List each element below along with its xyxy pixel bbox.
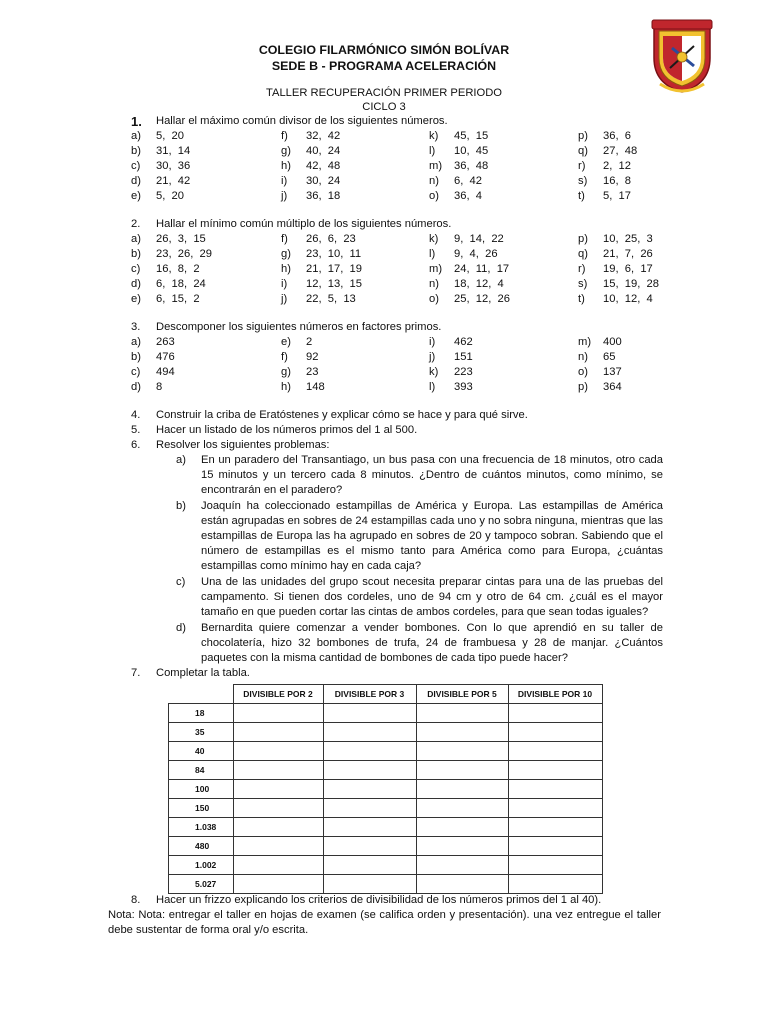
workshop-title: TALLER RECUPERACIÓN PRIMER PERIODO bbox=[265, 87, 502, 99]
option-label: p) bbox=[578, 381, 588, 393]
column-header: DIVISIBLE POR 10 bbox=[508, 685, 602, 704]
option-label: b) bbox=[131, 248, 141, 260]
option-value: 9, 4, 26 bbox=[454, 248, 498, 260]
option-value: 40, 24 bbox=[306, 145, 341, 157]
question-2-grid bbox=[131, 232, 661, 307]
option-label: m) bbox=[429, 160, 443, 172]
option-label: i) bbox=[429, 336, 436, 348]
option-label: e) bbox=[131, 293, 141, 305]
option-value: 263 bbox=[156, 336, 175, 348]
question-5-title bbox=[131, 423, 661, 438]
option-row bbox=[131, 189, 661, 204]
answer-cell[interactable] bbox=[416, 799, 508, 818]
question-number: 5. bbox=[131, 424, 141, 436]
option-value: 42, 48 bbox=[306, 160, 341, 172]
option-value: 10, 45 bbox=[454, 145, 489, 157]
option-value: 36, 6 bbox=[603, 130, 631, 142]
option-label: m) bbox=[429, 263, 443, 275]
question-text: Hallar el máximo común divisor de los siguientes números. bbox=[156, 115, 448, 127]
answer-cell[interactable] bbox=[323, 875, 416, 894]
table-row bbox=[169, 875, 603, 894]
option-value: 476 bbox=[156, 351, 175, 363]
option-label: f) bbox=[281, 351, 288, 363]
option-value: 12, 13, 15 bbox=[306, 278, 362, 290]
answer-cell[interactable] bbox=[508, 875, 602, 894]
answer-cell[interactable] bbox=[233, 704, 323, 723]
option-label: b) bbox=[131, 145, 141, 157]
table-row bbox=[169, 837, 603, 856]
option-value: 2 bbox=[306, 336, 313, 348]
problem-label: c) bbox=[176, 576, 186, 588]
option-label: n) bbox=[578, 351, 588, 363]
option-row bbox=[131, 292, 661, 307]
answer-cell[interactable] bbox=[416, 856, 508, 875]
option-label: j) bbox=[429, 351, 436, 363]
answer-cell[interactable] bbox=[508, 837, 602, 856]
answer-cell[interactable] bbox=[416, 761, 508, 780]
option-label: f) bbox=[281, 233, 288, 245]
answer-cell[interactable] bbox=[508, 723, 602, 742]
problem-item bbox=[176, 621, 663, 666]
option-label: k) bbox=[429, 366, 439, 378]
option-value: 6, 15, 2 bbox=[156, 293, 200, 305]
option-value: 26, 3, 15 bbox=[156, 233, 206, 245]
option-label: c) bbox=[131, 263, 141, 275]
divisibility-table-wrapper bbox=[168, 684, 603, 894]
answer-cell[interactable] bbox=[233, 818, 323, 837]
answer-cell[interactable] bbox=[508, 799, 602, 818]
option-value: 10, 25, 3 bbox=[603, 233, 653, 245]
question-number: 8. bbox=[131, 894, 141, 906]
option-label: i) bbox=[281, 278, 288, 290]
column-header: DIVISIBLE POR 2 bbox=[233, 685, 323, 704]
delivery-note: Nota: Nota: entregar el taller en hojas de examen (se califica orden y presentación). una vez entregue el taller debe sustentar de forma oral y/o escrita. bbox=[108, 909, 661, 936]
question-text: Completar la tabla. bbox=[156, 667, 250, 679]
option-label: o) bbox=[429, 293, 439, 305]
option-label: i) bbox=[281, 175, 288, 187]
option-label: q) bbox=[578, 248, 588, 260]
table-row bbox=[169, 856, 603, 875]
option-label: r) bbox=[578, 263, 586, 275]
problem-text: Una de las unidades del grupo scout necesita preparar cintas para una de las pruebas del campamento. Si tienen dos cordeles, uno de 94 cm y otro de 64 cm. ¿cuál es el mayor tamaño en que pueden cortar las cintas de ambos cordeles, para que sean todas iguales? bbox=[201, 576, 663, 618]
question-text: Descomponer los siguientes números en factores primos. bbox=[156, 321, 442, 333]
answer-cell[interactable] bbox=[233, 837, 323, 856]
answer-cell[interactable] bbox=[323, 818, 416, 837]
option-value: 32, 42 bbox=[306, 130, 341, 142]
question-number: 1. bbox=[131, 114, 142, 129]
question-number: 2. bbox=[131, 218, 141, 230]
answer-cell[interactable] bbox=[508, 818, 602, 837]
option-value: 2, 12 bbox=[603, 160, 631, 172]
answer-cell[interactable] bbox=[508, 704, 602, 723]
option-value: 30, 36 bbox=[156, 160, 191, 172]
answer-cell[interactable] bbox=[233, 723, 323, 742]
option-label: m) bbox=[578, 336, 592, 348]
option-label: l) bbox=[429, 248, 436, 260]
option-value: 5, 17 bbox=[603, 190, 631, 202]
question-text: Hacer un frizzo explicando los criterios de divisibilidad de los números primos del 1 al 40). bbox=[156, 894, 602, 906]
problem-label: a) bbox=[176, 454, 186, 466]
question-8 bbox=[131, 893, 661, 908]
option-value: 24, 11, 17 bbox=[454, 263, 510, 275]
answer-cell[interactable] bbox=[323, 856, 416, 875]
cycle-label: CICLO 3 bbox=[362, 101, 406, 113]
option-value: 15, 19, 28 bbox=[603, 278, 659, 290]
answer-cell[interactable] bbox=[323, 704, 416, 723]
option-value: 65 bbox=[603, 351, 616, 363]
question-number: 7. bbox=[131, 667, 141, 679]
option-value: 16, 8, 2 bbox=[156, 263, 200, 275]
problem-item bbox=[176, 453, 663, 498]
option-label: o) bbox=[578, 366, 588, 378]
row-number: 100 bbox=[169, 780, 234, 799]
answer-cell[interactable] bbox=[233, 761, 323, 780]
answer-cell[interactable] bbox=[416, 723, 508, 742]
option-value: 19, 6, 17 bbox=[603, 263, 653, 275]
divisibility-table bbox=[168, 684, 603, 894]
table-row bbox=[169, 761, 603, 780]
answer-cell[interactable] bbox=[416, 837, 508, 856]
answer-cell[interactable] bbox=[323, 799, 416, 818]
option-label: d) bbox=[131, 381, 141, 393]
option-row bbox=[131, 277, 661, 292]
school-name: COLEGIO FILARMÓNICO SIMÓN BOLÍVAR bbox=[258, 43, 510, 57]
option-value: 393 bbox=[454, 381, 473, 393]
option-label: h) bbox=[281, 263, 291, 275]
option-row bbox=[131, 232, 661, 247]
answer-cell[interactable] bbox=[233, 742, 323, 761]
option-value: 494 bbox=[156, 366, 175, 378]
question-1-title bbox=[131, 114, 661, 129]
table-row bbox=[169, 742, 603, 761]
option-value: 462 bbox=[454, 336, 473, 348]
question-text: Resolver los siguientes problemas: bbox=[156, 439, 330, 451]
answer-cell[interactable] bbox=[233, 875, 323, 894]
answer-cell[interactable] bbox=[416, 875, 508, 894]
option-value: 21, 17, 19 bbox=[306, 263, 362, 275]
answer-cell[interactable] bbox=[233, 780, 323, 799]
table-body bbox=[169, 704, 603, 894]
option-label: l) bbox=[429, 145, 436, 157]
problem-label: b) bbox=[176, 500, 186, 512]
problem-item bbox=[176, 499, 663, 574]
option-value: 16, 8 bbox=[603, 175, 631, 187]
option-row bbox=[131, 129, 661, 144]
column-header: DIVISIBLE POR 5 bbox=[416, 685, 508, 704]
questions-section bbox=[131, 114, 661, 681]
option-row bbox=[131, 365, 661, 380]
question-7-title bbox=[131, 666, 661, 681]
problem-text: Joaquín ha coleccionado estampillas de América y Europa. Las estampillas de América están agrupadas en sobres de 24 estampillas cada uno y no sobra ninguna, mientras que las estampillas de Europa las ha agrupado en sobres de 20 y tampoco sobran. Sabiendo que el número de estampillas es el mismo tanto para América como para Europa, ¿cuántas estampillas como mínimo hay en cada caja? bbox=[201, 500, 663, 572]
option-value: 5, 20 bbox=[156, 130, 184, 142]
option-value: 36, 18 bbox=[306, 190, 341, 202]
option-value: 27, 48 bbox=[603, 145, 638, 157]
option-label: d) bbox=[131, 278, 141, 290]
question-3-title bbox=[131, 320, 661, 335]
option-row bbox=[131, 262, 661, 277]
option-label: t) bbox=[578, 190, 585, 202]
option-label: d) bbox=[131, 175, 141, 187]
row-number: 35 bbox=[169, 723, 234, 742]
question-number: 4. bbox=[131, 409, 141, 421]
option-label: j) bbox=[281, 190, 288, 202]
row-number: 18 bbox=[169, 704, 234, 723]
row-number: 40 bbox=[169, 742, 234, 761]
option-label: s) bbox=[578, 175, 588, 187]
option-value: 6, 18, 24 bbox=[156, 278, 206, 290]
option-value: 400 bbox=[603, 336, 622, 348]
option-value: 45, 15 bbox=[454, 130, 489, 142]
table-corner bbox=[169, 685, 234, 704]
answer-cell[interactable] bbox=[508, 780, 602, 799]
answer-cell[interactable] bbox=[508, 742, 602, 761]
table-row bbox=[169, 818, 603, 837]
option-label: r) bbox=[578, 160, 586, 172]
option-value: 25, 12, 26 bbox=[454, 293, 510, 305]
option-value: 21, 42 bbox=[156, 175, 191, 187]
row-number: 1.002 bbox=[169, 856, 234, 875]
option-value: 23, 26, 29 bbox=[156, 248, 212, 260]
option-label: f) bbox=[281, 130, 288, 142]
option-label: o) bbox=[429, 190, 439, 202]
option-value: 223 bbox=[454, 366, 473, 378]
option-value: 151 bbox=[454, 351, 473, 363]
option-value: 92 bbox=[306, 351, 319, 363]
option-label: s) bbox=[578, 278, 588, 290]
question-1-grid bbox=[131, 129, 661, 204]
option-label: k) bbox=[429, 130, 439, 142]
row-number: 5.027 bbox=[169, 875, 234, 894]
option-value: 5, 20 bbox=[156, 190, 184, 202]
answer-cell[interactable] bbox=[323, 780, 416, 799]
option-value: 23, 10, 11 bbox=[306, 248, 362, 260]
option-label: g) bbox=[281, 366, 291, 378]
answer-cell[interactable] bbox=[508, 761, 602, 780]
row-number: 480 bbox=[169, 837, 234, 856]
answer-cell[interactable] bbox=[233, 799, 323, 818]
question-4-title bbox=[131, 408, 661, 423]
answer-cell[interactable] bbox=[508, 856, 602, 875]
option-value: 36, 4 bbox=[454, 190, 482, 202]
row-number: 150 bbox=[169, 799, 234, 818]
table-row bbox=[169, 799, 603, 818]
row-number: 1.038 bbox=[169, 818, 234, 837]
option-label: n) bbox=[429, 278, 439, 290]
option-label: p) bbox=[578, 233, 588, 245]
option-row bbox=[131, 174, 661, 189]
option-value: 22, 5, 13 bbox=[306, 293, 356, 305]
answer-cell[interactable] bbox=[416, 704, 508, 723]
option-label: g) bbox=[281, 145, 291, 157]
option-row bbox=[131, 144, 661, 159]
option-value: 9, 14, 22 bbox=[454, 233, 504, 245]
program-name: SEDE B - PROGRAMA ACELERACIÓN bbox=[271, 59, 497, 73]
option-label: p) bbox=[578, 130, 588, 142]
problem-label: d) bbox=[176, 622, 186, 634]
option-row bbox=[131, 350, 661, 365]
option-label: a) bbox=[131, 336, 141, 348]
problem-item bbox=[176, 575, 663, 620]
answer-cell[interactable] bbox=[416, 742, 508, 761]
question-number: 6. bbox=[131, 439, 141, 451]
option-label: g) bbox=[281, 248, 291, 260]
school-crest-logo bbox=[650, 18, 714, 94]
question-number: 3. bbox=[131, 321, 141, 333]
answer-cell[interactable] bbox=[323, 723, 416, 742]
option-value: 18, 12, 4 bbox=[454, 278, 504, 290]
question-8-title bbox=[131, 893, 661, 908]
problem-text: En un paradero del Transantiago, un bus pasa con una frecuencia de 18 minutos, otro cada 15 minutos y un tercero cada 8 minutos. ¿Dentro de cuántos minutos, como mínimo, se encontrarán en el paradero? bbox=[201, 454, 663, 496]
question-6-title bbox=[131, 438, 661, 453]
option-label: a) bbox=[131, 233, 141, 245]
row-number: 84 bbox=[169, 761, 234, 780]
option-value: 137 bbox=[603, 366, 622, 378]
option-value: 10, 12, 4 bbox=[603, 293, 653, 305]
option-value: 30, 24 bbox=[306, 175, 341, 187]
option-label: e) bbox=[131, 190, 141, 202]
option-value: 364 bbox=[603, 381, 622, 393]
option-value: 23 bbox=[306, 366, 319, 378]
question-text: Construir la criba de Eratóstenes y explicar cómo se hace y para qué sirve. bbox=[156, 409, 528, 421]
option-label: e) bbox=[281, 336, 291, 348]
option-label: c) bbox=[131, 366, 141, 378]
question-text: Hallar el mínimo común múltiplo de los siguientes números. bbox=[156, 218, 452, 230]
answer-cell[interactable] bbox=[323, 837, 416, 856]
answer-cell[interactable] bbox=[416, 818, 508, 837]
answer-cell[interactable] bbox=[323, 742, 416, 761]
table-row bbox=[169, 704, 603, 723]
option-row bbox=[131, 247, 661, 262]
option-value: 148 bbox=[306, 381, 325, 393]
option-value: 36, 48 bbox=[454, 160, 489, 172]
option-label: l) bbox=[429, 381, 436, 393]
option-row bbox=[131, 380, 661, 395]
option-label: h) bbox=[281, 160, 291, 172]
option-label: q) bbox=[578, 145, 588, 157]
answer-cell[interactable] bbox=[233, 856, 323, 875]
option-label: j) bbox=[281, 293, 288, 305]
option-value: 6, 42 bbox=[454, 175, 482, 187]
question-3-grid bbox=[131, 335, 661, 395]
option-value: 31, 14 bbox=[156, 145, 191, 157]
answer-cell[interactable] bbox=[323, 761, 416, 780]
option-label: c) bbox=[131, 160, 141, 172]
option-label: b) bbox=[131, 351, 141, 363]
option-value: 26, 6, 23 bbox=[306, 233, 356, 245]
option-value: 8 bbox=[156, 381, 163, 393]
question-2-title bbox=[131, 217, 661, 232]
option-value: 21, 7, 26 bbox=[603, 248, 653, 260]
option-label: h) bbox=[281, 381, 291, 393]
option-label: k) bbox=[429, 233, 439, 245]
table-row bbox=[169, 780, 603, 799]
option-label: a) bbox=[131, 130, 141, 142]
option-row bbox=[131, 335, 661, 350]
option-label: n) bbox=[429, 175, 439, 187]
option-label: t) bbox=[578, 293, 585, 305]
answer-cell[interactable] bbox=[416, 780, 508, 799]
question-text: Hacer un listado de los números primos del 1 al 500. bbox=[156, 424, 418, 436]
column-header: DIVISIBLE POR 3 bbox=[323, 685, 416, 704]
option-row bbox=[131, 159, 661, 174]
table-row bbox=[169, 723, 603, 742]
problem-text: Bernardita quiere comenzar a vender bombones. Con lo que aprendió en su taller de chocolatería, hizo 32 bombones de trufa, 24 de frambuesa y 28 de manjar. ¿Cuántos paquetes con la misma cantidad de bombones de cada tipo puede hacer? bbox=[201, 622, 663, 664]
